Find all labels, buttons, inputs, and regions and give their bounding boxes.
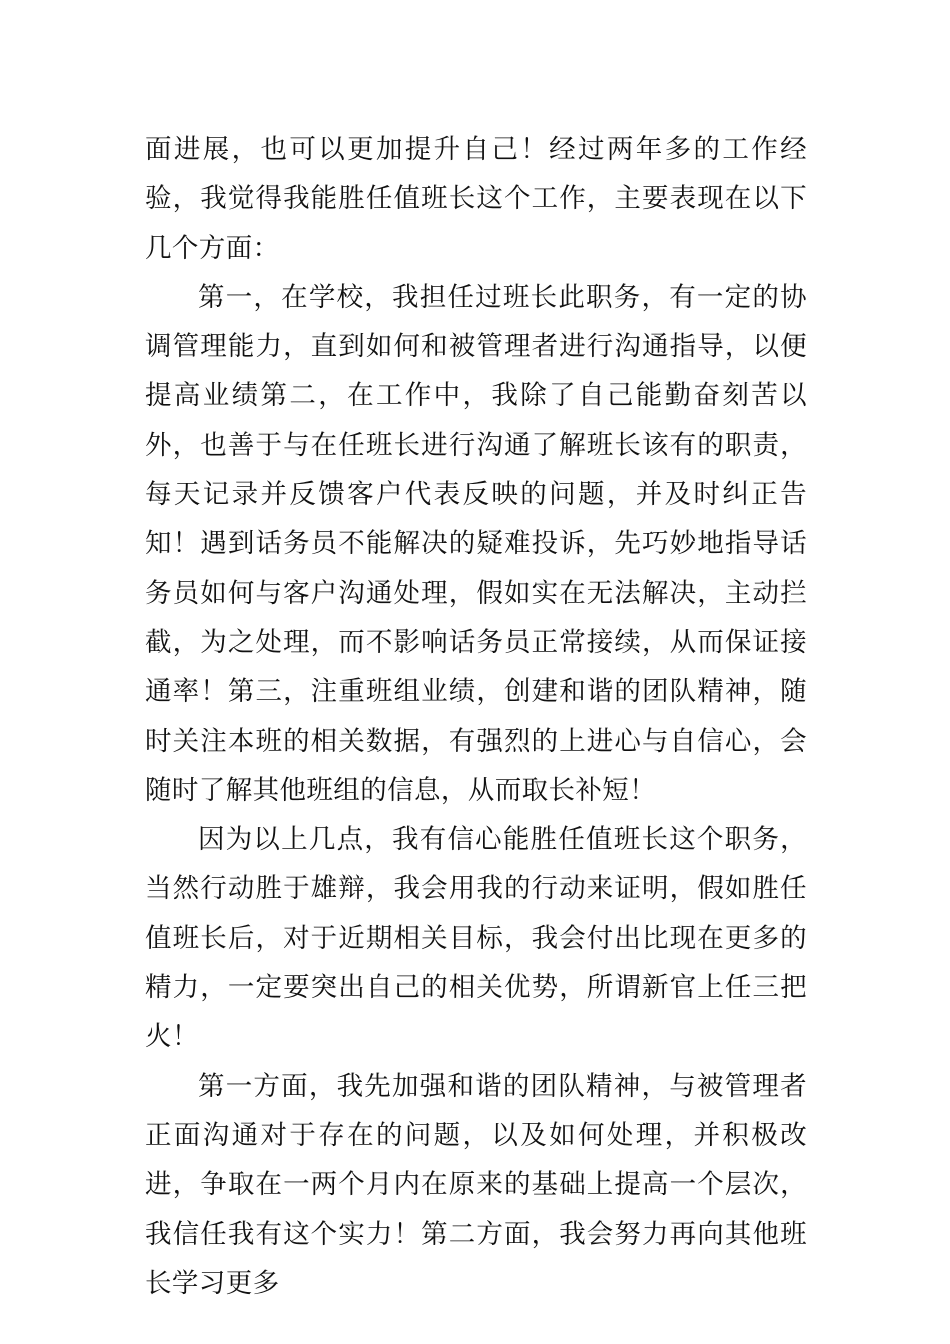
paragraph-4: 第一方面，我先加强和谐的团队精神，与被管理者正面沟通对于存在的问题，以及如何处理，并积极改进，争取在一两个月内在原来的基础上提高一个层次，我信任我有这个实力！第二方面，我会努力再向其他班长学习更多	[145, 1070, 807, 1299]
document-body	[145, 125, 807, 1308]
paragraph-1: 面进展，也可以更加提升自己！经过两年多的工作经验，我觉得我能胜任值班长这个工作，主要表现在以下几个方面：	[145, 134, 807, 264]
paragraph-3: 因为以上几点，我有信心能胜任值班长这个职务，当然行动胜于雄辩，我会用我的行动来证明，假如胜任值班长后，对于近期相关目标，我会付出比现在更多的精力，一定要突出自己的相关优势，所谓新官上任三把火！	[145, 824, 807, 1053]
paragraph-2: 第一，在学校，我担任过班长此职务，有一定的协调管理能力，直到如何和被管理者进行沟通指导，以便提高业绩第二，在工作中，我除了自己能勤奋刻苦以外，也善于与在任班长进行沟通了解班长该有的职责，每天记录并反馈客户代表反映的问题，并及时纠正告知！遇到话务员不能解决的疑难投诉，先巧妙地指导话务员如何与客户沟通处理，假如实在无法解决，主动拦截，为之处理，而不影响话务员正常接续，从而保证接通率！第三，注重班组业绩，创建和谐的团队精神，随时关注本班的相关数据，有强烈的上进心与自信心，会随时了解其他班组的信息，从而取长补短！	[145, 281, 807, 806]
